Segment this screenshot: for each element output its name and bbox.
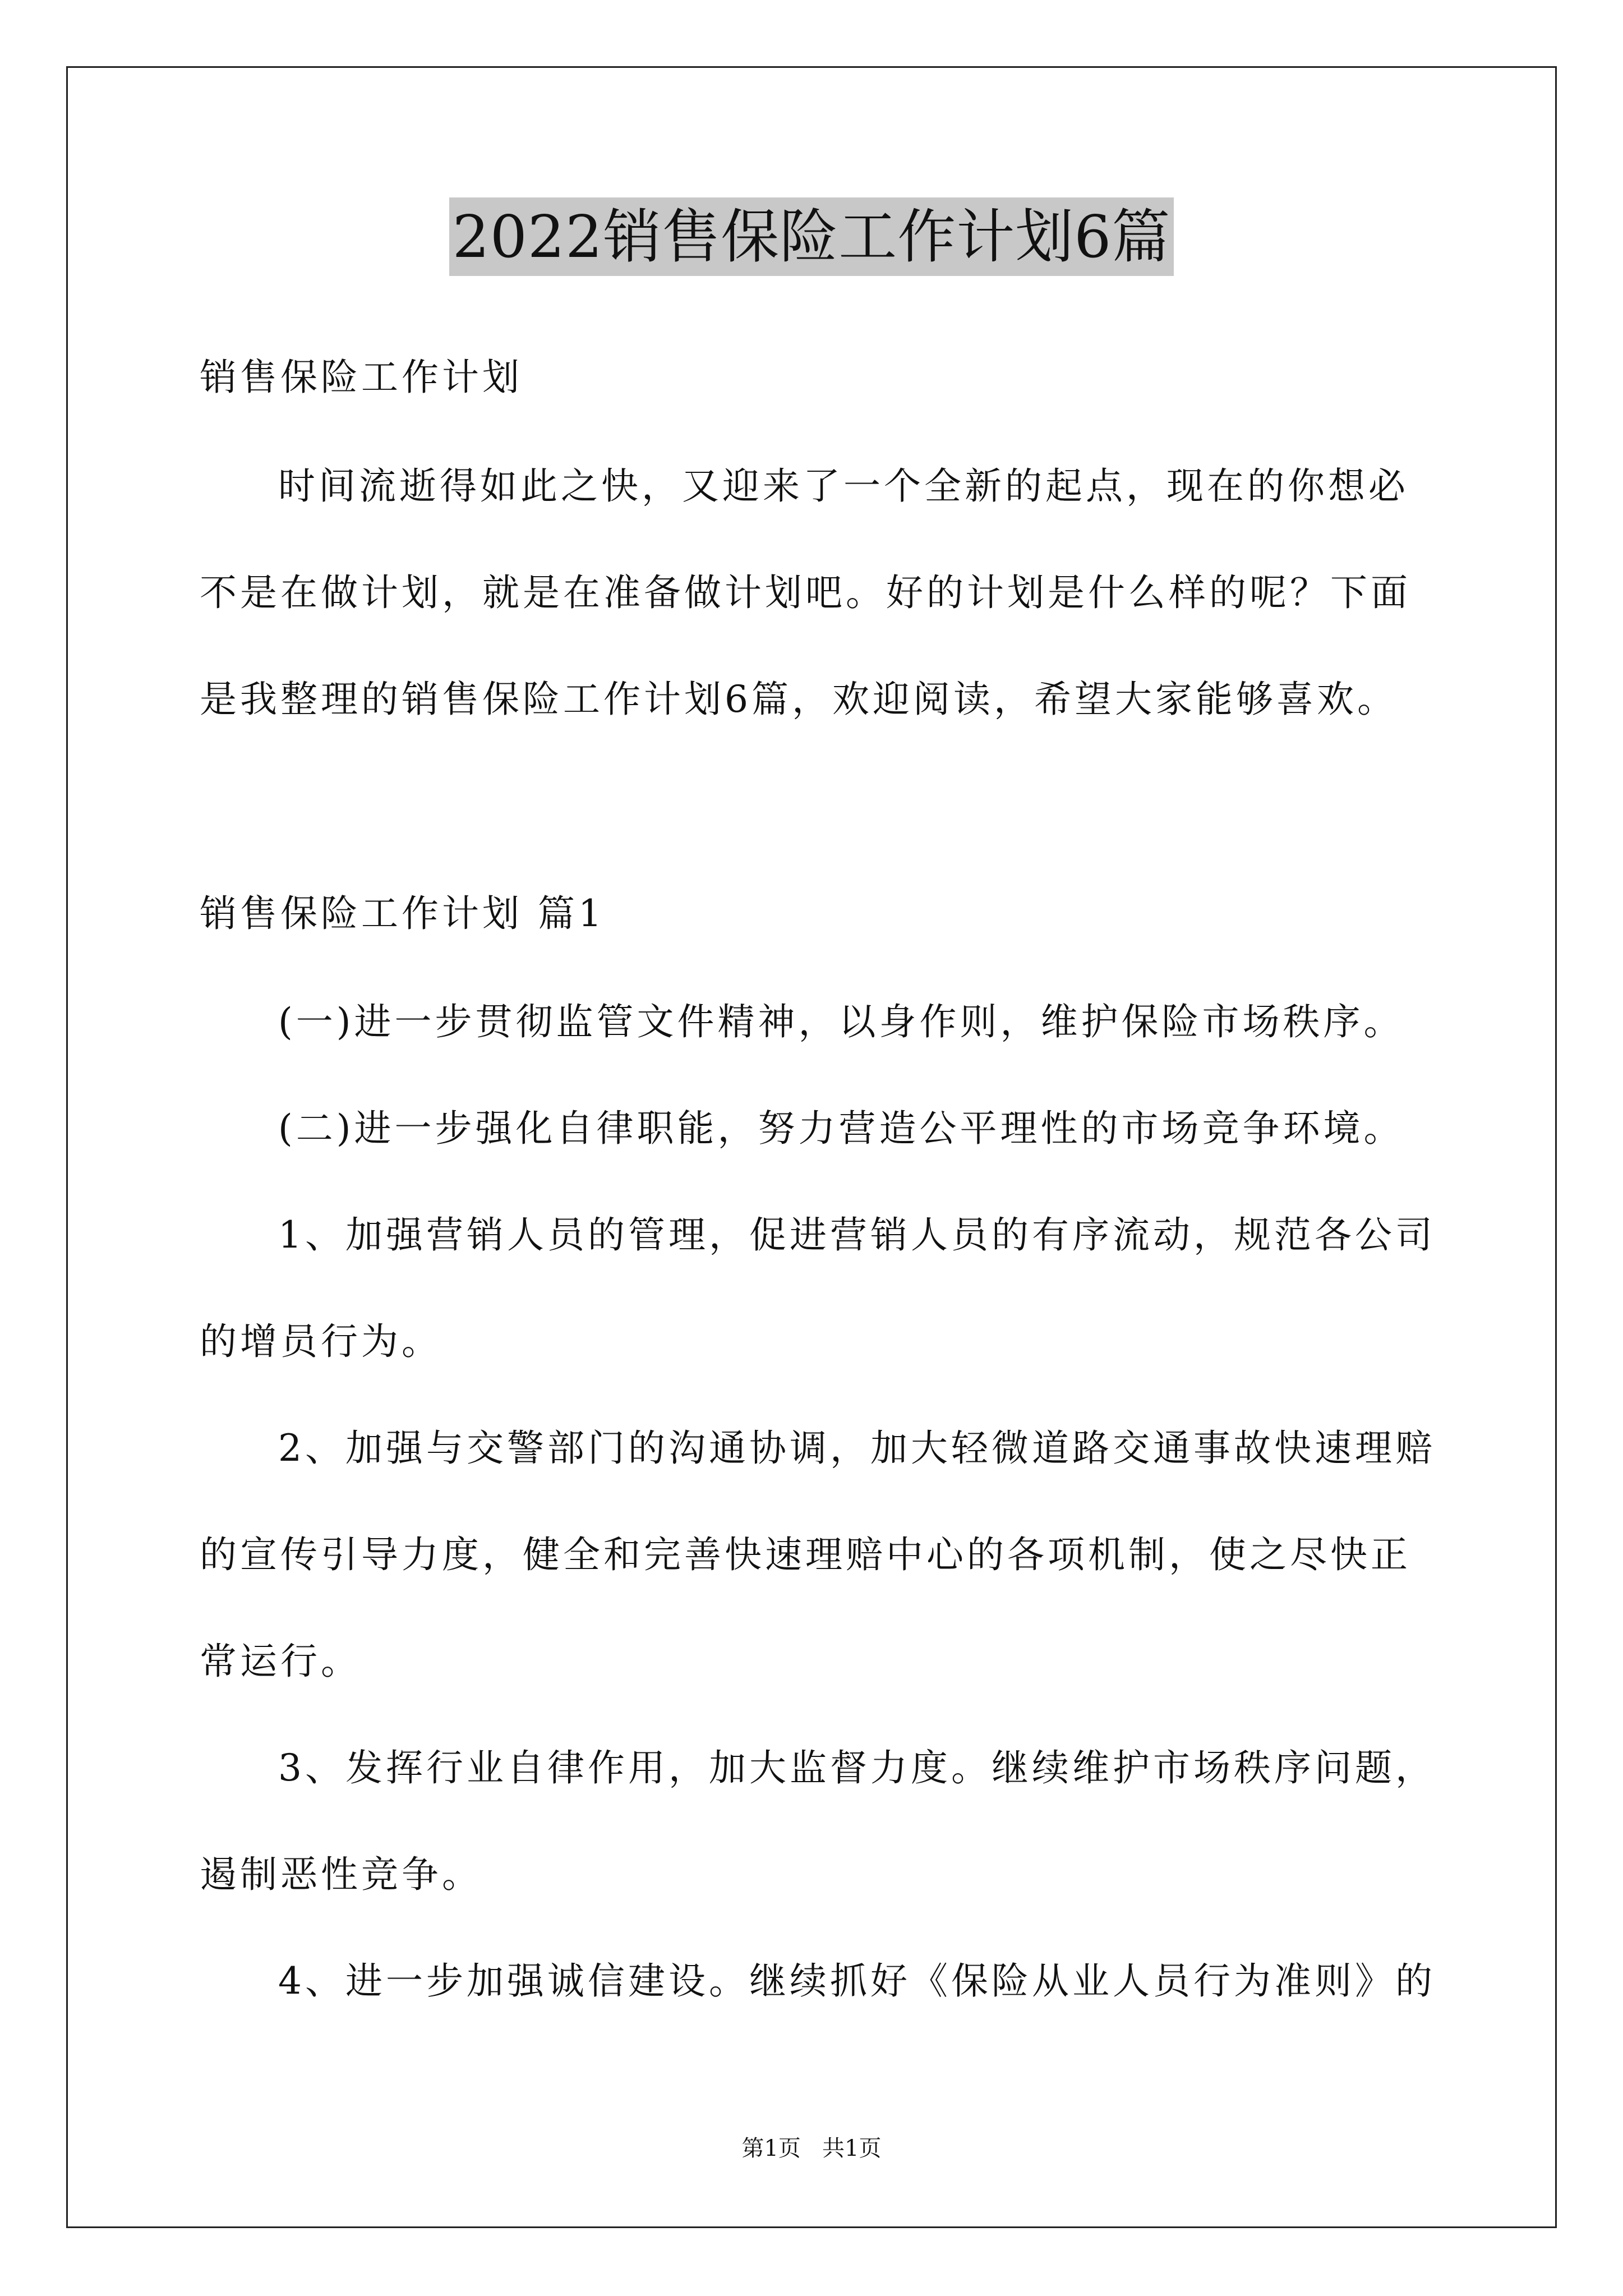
paragraph-line: 常运行。 bbox=[200, 1640, 361, 1683]
page-footer: 第1页 共1页 bbox=[741, 2136, 882, 2161]
paragraph-line: 不是在做计划，就是在准备做计划吧。好的计划是什么样的呢？下面 bbox=[200, 571, 1411, 614]
paragraph-line: 遏制恶性竞争。 bbox=[200, 1853, 482, 1896]
paragraph-line: 是我整理的销售保险工作计划6篇，欢迎阅读，希望大家能够喜欢。 bbox=[200, 678, 1398, 721]
paragraph-line: 时间流逝得如此之快，又迎来了一个全新的起点，现在的你想必 bbox=[278, 464, 1409, 508]
paragraph-line: 2、加强与交警部门的沟通协调，加大轻微道路交通事故快速理赔 bbox=[278, 1427, 1436, 1470]
paragraph-line: 的宣传引导力度，健全和完善快速理赔中心的各项机制，使之尽快正 bbox=[200, 1533, 1411, 1576]
paragraph-line: 的增员行为。 bbox=[200, 1320, 442, 1363]
paragraph-line: 3、发挥行业自律作用，加大监督力度。继续维护市场秩序问题， bbox=[278, 1746, 1436, 1789]
title-container bbox=[0, 197, 1623, 276]
paragraph-line: (一)进一步贯彻监管文件精神，以身作则，维护保险市场秩序。 bbox=[278, 1000, 1404, 1043]
paragraph-line: (二)进一步强化自律职能，努力营造公平理性的市场竞争环境。 bbox=[278, 1107, 1404, 1150]
paragraph-line: 4、进一步加强诚信建设。继续抓好《保险从业人员行为准则》的 bbox=[278, 1959, 1436, 2003]
document-title: 2022销售保险工作计划6篇 bbox=[449, 197, 1174, 276]
section-heading: 销售保险工作计划 篇1 bbox=[200, 892, 605, 935]
section-heading: 销售保险工作计划 bbox=[200, 356, 523, 399]
paragraph-line: 1、加强营销人员的管理，促进营销人员的有序流动，规范各公司 bbox=[278, 1213, 1436, 1257]
